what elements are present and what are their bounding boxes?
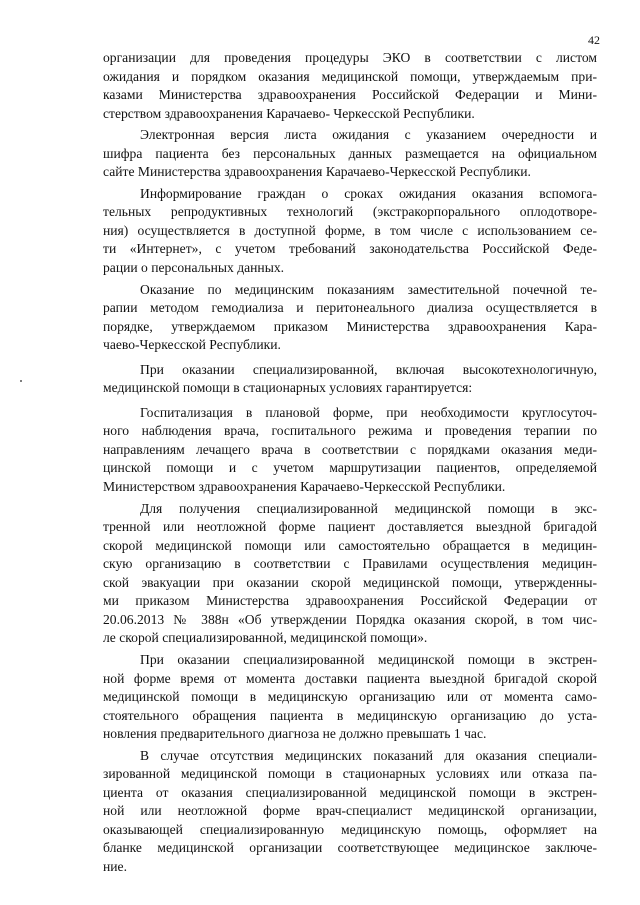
text-line: ле скорой специализированной, медицинской помощи».	[103, 630, 428, 646]
paragraph	[103, 651, 597, 744]
text-line: рапии методом гемодиализа и перитонеального диализа осуществляется в	[103, 300, 597, 316]
paragraph	[103, 500, 597, 648]
text-line: ние.	[103, 858, 127, 874]
paragraph	[103, 49, 597, 123]
scan-speck	[20, 380, 22, 382]
paragraph	[103, 281, 597, 355]
text-line: Информирование граждан о сроках ожидания оказания вспомога-	[140, 185, 597, 201]
text-line: ной форме время от момента доставки пациента выездной бригадой скорой	[103, 670, 597, 686]
text-line: Для получения специализированной медицинской помощи в экс-	[140, 500, 597, 516]
text-line: скорой медицинской помощи или самостоятельно обращается в медицин-	[103, 537, 597, 553]
text-line: новления предварительного диагноза не должно превышать 1 час.	[103, 726, 487, 742]
text-line: Электронная версия листа ожидания с указанием очередности и	[140, 127, 597, 143]
text-line: ти «Интернет», с учетом требований законодательства Российской Феде-	[103, 241, 597, 257]
text-line: 20.06.2013 № 388н «Об утверждении Порядка оказания скорой, в том чис-	[103, 611, 597, 627]
text-line: ного наблюдения врача, госпитального режима и проведения терапии по	[103, 423, 597, 439]
paragraph	[103, 404, 597, 497]
text-line: При оказании специализированной, включая высокотехнологичную,	[140, 361, 597, 377]
text-line: ной или неотложной форме врач-специалист медицинской организации,	[103, 803, 597, 819]
text-line: рации о персональных данных.	[103, 260, 285, 276]
paragraph	[103, 126, 597, 182]
text-line: циента от оказания специализированной медицинской помощи в экстрен-	[103, 784, 597, 800]
paragraph	[103, 185, 597, 278]
text-line: стерством здравоохранения Карачаево- Черкесской Республики.	[103, 105, 475, 121]
paragraph	[103, 747, 597, 877]
text-line: оказывающей специализированную медицинскую помощь, оформляет на	[103, 821, 597, 837]
text-line: медицинской помощи в стационарных условиях гарантируется:	[103, 380, 473, 396]
text-line: бланке медицинской организации соответствующее медицинское заключе-	[103, 840, 597, 856]
text-line: ожидания и порядком оказания медицинской помощи, утверждаемым при-	[103, 68, 597, 84]
text-line: казами Министерства здравоохранения Российской Федерации и Мини-	[103, 87, 597, 103]
text-line: шифра пациента без персональных данных размещается на официальном	[103, 145, 597, 161]
text-line: организации для проведения процедуры ЭКО в соответствии с листом	[103, 50, 597, 65]
text-line: ния) осуществляется в доступной форме, в том числе с использованием се-	[103, 222, 597, 238]
text-line: Министерством здравоохранения Карачаево-Черкесской Республики.	[103, 479, 506, 495]
text-line: зированной медицинской помощи в стационарных условиях или отказа па-	[103, 766, 597, 782]
text-line: направлениям лечащего врача в соответствии с порядками оказания меди-	[103, 441, 597, 457]
text-line: скую организацию в соответствии с Правилами осуществления медицин-	[103, 556, 597, 572]
text-line: тренной или неотложной форме пациент доставляется выездной бригадой	[103, 519, 597, 535]
text-line: цинской помощи и с учетом маршрутизации пациентов, определяемой	[103, 460, 597, 476]
text-line: медицинской помощи в медицинскую организацию или от момента само-	[103, 689, 597, 705]
document-body	[103, 49, 597, 880]
paragraph	[103, 361, 597, 398]
text-line: стоятельного обращения пациента в медицинскую организацию до уста-	[103, 707, 597, 723]
text-line: Госпитализация в плановой форме, при необходимости круглосуточ-	[140, 404, 597, 420]
text-line: сайте Министерства здравоохранения Карачаево-Черкесской Республики.	[103, 164, 531, 180]
text-line: чаево-Черкесской Республики.	[103, 337, 281, 353]
text-line: тельных репродуктивных технологий (экстракорпорального оплодотворе-	[103, 204, 597, 220]
text-line: Оказание по медицинским показаниям заместительной почечной те-	[140, 281, 597, 297]
page-number: 42	[588, 33, 600, 47]
text-line: ми приказом Министерства здравоохранения Российской Федерации от	[103, 593, 597, 609]
text-line: В случае отсутствия медицинских показаний для оказания специали-	[140, 747, 597, 763]
text-line: порядке, утверждаемом приказом Министерства здравоохранения Кара-	[103, 318, 597, 334]
text-line: При оказании специализированной медицинской помощи в экстрен-	[140, 651, 597, 667]
text-line: ской эвакуации при оказании скорой медицинской помощи, утвержденны-	[103, 574, 597, 590]
